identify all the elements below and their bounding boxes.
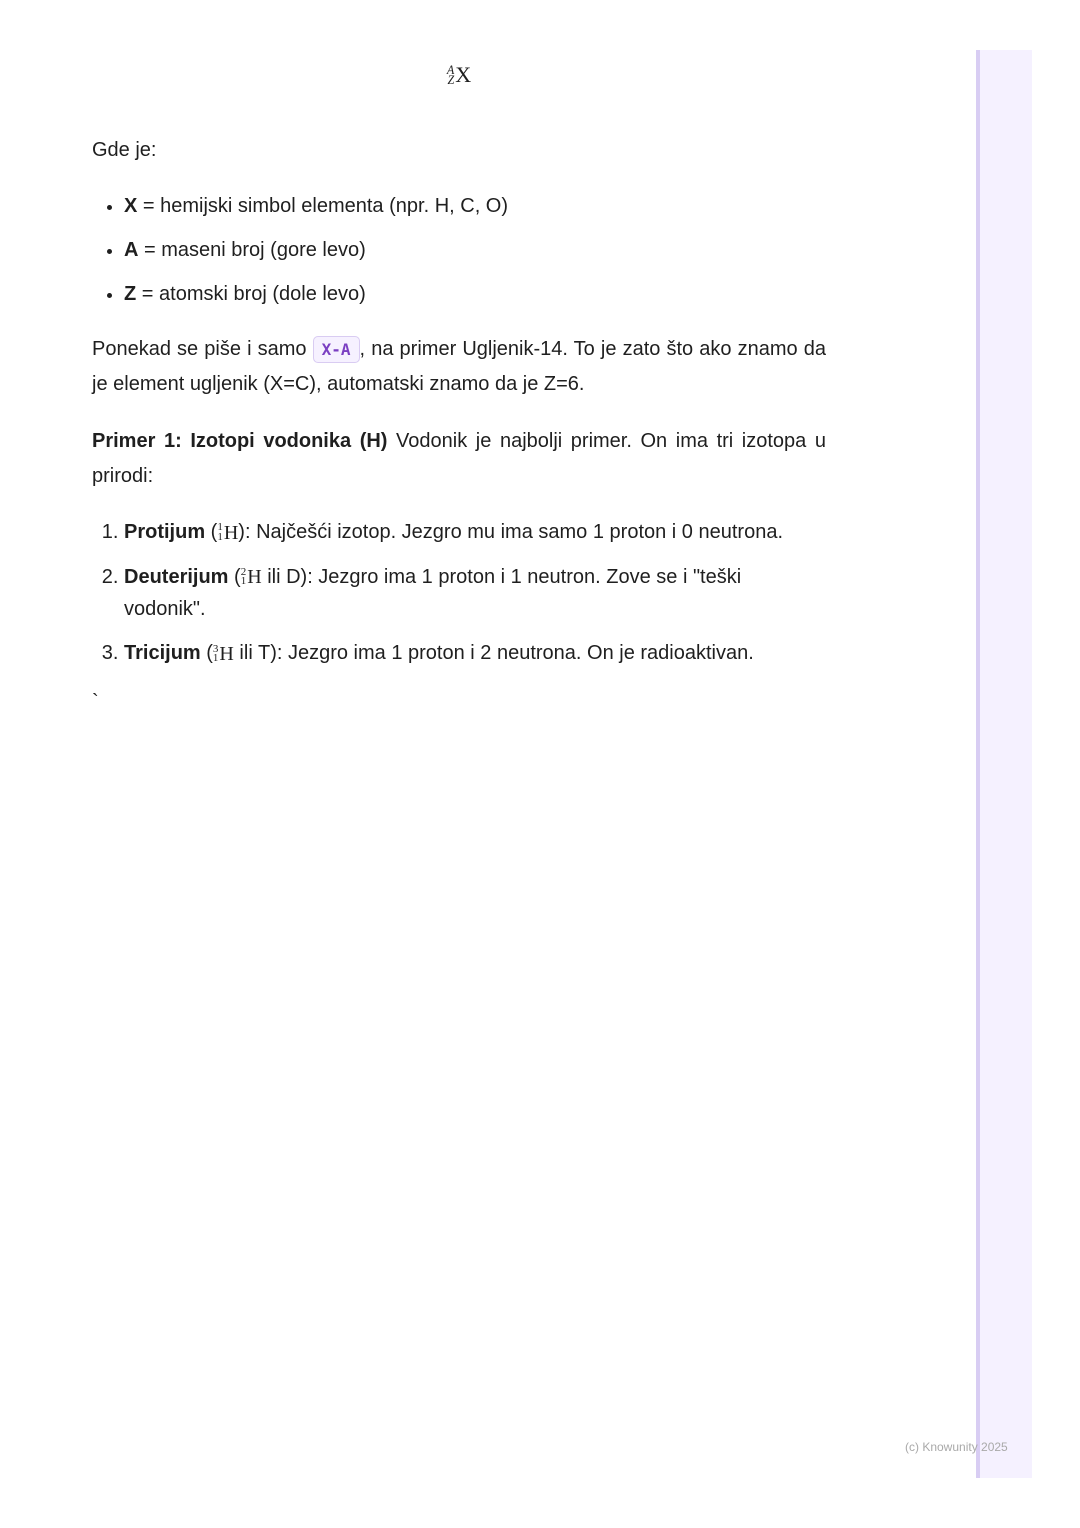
copyright-footer: (c) Knowunity 2025	[905, 1440, 1008, 1454]
document-content	[92, 60, 826, 712]
list-item	[124, 234, 826, 266]
definition-text: = hemijski simbol elementa (npr. H, C, O)	[137, 194, 509, 217]
formula-mass-number: A	[446, 62, 455, 77]
isotope-mass: 2	[240, 566, 247, 579]
isotope-mass: 3	[212, 642, 219, 655]
list-item: 3. Tricijum ( 3 1 H ili T): Jezgro ima 1 proton i 2 neutrona. On je radioaktivan.	[124, 637, 826, 670]
definition-term: A	[124, 238, 139, 261]
isotope-mass: 1	[217, 521, 223, 534]
formula-atomic-number: Z	[447, 72, 455, 87]
intro-text: Gde je:	[92, 138, 157, 161]
definition-list	[92, 190, 826, 310]
isotope-name: Deuterijum	[124, 565, 229, 588]
example-text: Vodonik je najbolji primer. On ima tri izotopa u prirodi:	[92, 429, 827, 487]
isotope-description: ): Najčešći izotop. Jezgro mu ima samo 1 proton i 0 neutrona.	[238, 520, 783, 543]
note-after: , na primer Ugljenik-14. To je zato što ako znamo da je element ugljenik (X=C), automatski znamo da je Z=6.	[92, 337, 826, 395]
isotope-atomic: 1	[217, 530, 223, 543]
list-item	[124, 278, 826, 310]
isotope-description: ): Jezgro ima 1 proton i 1 neutron. Zove se i "teški vodonik".	[124, 565, 742, 621]
formula-symbol: X	[455, 61, 472, 87]
isotope-atomic: 1	[212, 652, 219, 665]
definition-text: = maseni broj (gore levo)	[138, 238, 366, 261]
list-item: 1. Protijum ( 1 1 H ): Najčešći izotop. Jezgro mu ima samo 1 proton i 0 neutrona.	[124, 516, 826, 549]
example-heading: Primer 1: Izotopi vodonika (H)	[92, 429, 388, 452]
isotope-symbol: H	[247, 566, 262, 589]
isotope-name: Protijum	[124, 520, 206, 543]
stray-backtick: `	[92, 691, 99, 714]
isotope-alias: ili T	[233, 642, 271, 665]
isotope-alias: ili D	[261, 565, 301, 588]
definition-term: X	[124, 194, 138, 217]
definition-text: = atomski broj (dole levo)	[136, 282, 366, 305]
list-item: 2. Deuterijum ( 2 1 H ili D): Jezgro ima 1 proton i 1 neutron. Zove se i "teški vodonik".	[124, 561, 826, 626]
definition-term: Z	[124, 282, 137, 305]
list-item	[124, 190, 826, 222]
note-paragraph	[92, 332, 826, 402]
side-panel	[976, 50, 1032, 1478]
isotope-symbol: H	[219, 643, 234, 666]
isotope-symbol: H	[223, 521, 239, 544]
isotope-notation-formula	[92, 60, 826, 88]
isotope-atomic: 1	[240, 575, 247, 588]
isotope-name: Tricijum	[124, 642, 201, 665]
example-paragraph	[92, 424, 826, 494]
inline-code: X-A	[313, 336, 360, 363]
note-before: Ponekad se piše i samo	[92, 337, 313, 360]
isotope-description: ): Jezgro ima 1 proton i 2 neutrona. On je radioaktivan.	[270, 642, 754, 665]
isotope-list	[92, 516, 826, 670]
